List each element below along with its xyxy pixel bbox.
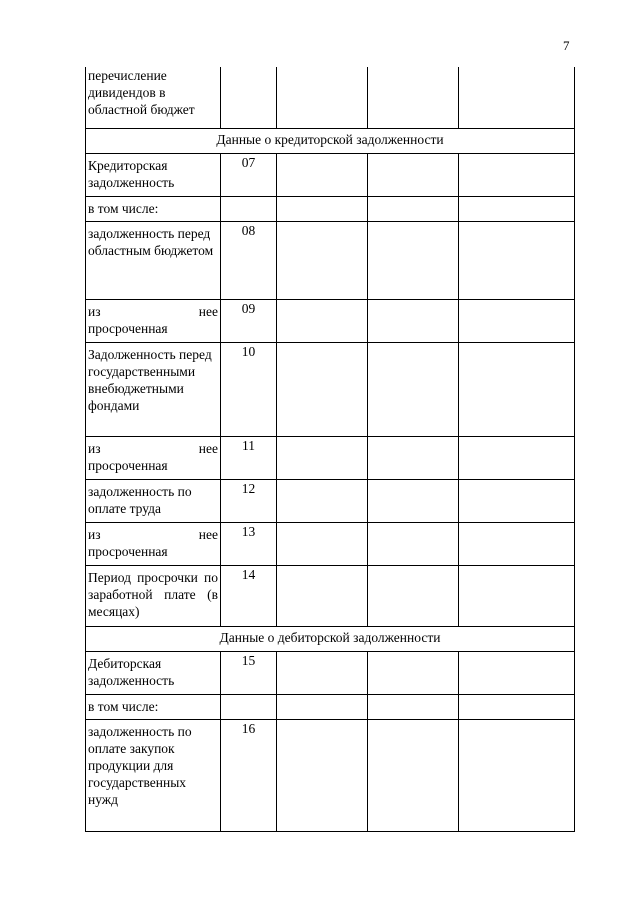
- value-cell[interactable]: [277, 651, 368, 694]
- report-table: [85, 67, 575, 832]
- row-code-cell: 11: [221, 436, 277, 479]
- value-cell[interactable]: [368, 196, 459, 221]
- table-row: [86, 651, 575, 694]
- row-name-cell: [86, 522, 221, 565]
- row-name-line: просроченная: [88, 320, 168, 336]
- value-cell[interactable]: [368, 479, 459, 522]
- value-cell[interactable]: [368, 694, 459, 719]
- row-name-line: из нее: [88, 526, 218, 542]
- table-row: [86, 719, 575, 831]
- row-code-cell: 13: [221, 522, 277, 565]
- value-cell[interactable]: [368, 221, 459, 299]
- value-cell[interactable]: [368, 522, 459, 565]
- row-code-cell: [221, 694, 277, 719]
- value-cell[interactable]: [459, 479, 575, 522]
- table-row: [86, 694, 575, 719]
- value-cell[interactable]: [277, 479, 368, 522]
- table-row: [86, 436, 575, 479]
- value-cell[interactable]: [368, 565, 459, 626]
- value-cell[interactable]: [459, 299, 575, 342]
- value-cell[interactable]: [368, 67, 459, 128]
- value-cell[interactable]: [277, 342, 368, 436]
- value-cell[interactable]: [459, 436, 575, 479]
- row-name-cell: задолженность перед областным бюджетом: [86, 221, 221, 299]
- value-cell[interactable]: [368, 651, 459, 694]
- value-cell[interactable]: [277, 565, 368, 626]
- value-cell[interactable]: [368, 299, 459, 342]
- row-code-cell: [221, 67, 277, 128]
- value-cell[interactable]: [459, 694, 575, 719]
- value-cell[interactable]: [277, 436, 368, 479]
- row-name-cell: задолженность по оплате труда: [86, 479, 221, 522]
- value-cell[interactable]: [368, 153, 459, 196]
- value-cell[interactable]: [277, 67, 368, 128]
- row-name-cell: Период просрочки по заработной плате (в месяцах): [86, 565, 221, 626]
- value-cell[interactable]: [459, 342, 575, 436]
- row-code-cell: 14: [221, 565, 277, 626]
- row-name-cell: перечисление дивидендов в областной бюджет: [86, 67, 221, 128]
- value-cell[interactable]: [459, 651, 575, 694]
- value-cell[interactable]: [459, 522, 575, 565]
- row-name-cell: задолженность по оплате закупок продукции для государственных нужд: [86, 719, 221, 831]
- value-cell[interactable]: [277, 221, 368, 299]
- table-row: [86, 221, 575, 299]
- value-cell[interactable]: [459, 221, 575, 299]
- row-code-cell: 08: [221, 221, 277, 299]
- row-name-cell: Кредиторская задолженность: [86, 153, 221, 196]
- value-cell[interactable]: [459, 153, 575, 196]
- value-cell[interactable]: [277, 153, 368, 196]
- row-code-cell: 10: [221, 342, 277, 436]
- row-name-line: просроченная: [88, 543, 168, 559]
- row-code-cell: 16: [221, 719, 277, 831]
- value-cell[interactable]: [459, 719, 575, 831]
- row-code-cell: 12: [221, 479, 277, 522]
- value-cell[interactable]: [277, 196, 368, 221]
- row-name-cell: [86, 436, 221, 479]
- value-cell[interactable]: [459, 565, 575, 626]
- table-row: [86, 67, 575, 128]
- section-heading: Данные о кредиторской задолженности: [86, 128, 575, 153]
- table-row: [86, 479, 575, 522]
- table-row: [86, 342, 575, 436]
- page-number: 7: [563, 38, 570, 53]
- row-name-cell: в том числе:: [86, 196, 221, 221]
- value-cell[interactable]: [368, 342, 459, 436]
- value-cell[interactable]: [368, 719, 459, 831]
- row-code-cell: 09: [221, 299, 277, 342]
- section-heading: Данные о дебиторской задолженности: [86, 626, 575, 651]
- row-name-cell: Дебиторская задолженность: [86, 651, 221, 694]
- table-row: [86, 565, 575, 626]
- row-name-line: из нее: [88, 303, 218, 319]
- row-name-line: из нее: [88, 440, 218, 456]
- value-cell[interactable]: [277, 522, 368, 565]
- row-name-cell: в том числе:: [86, 694, 221, 719]
- value-cell[interactable]: [459, 196, 575, 221]
- row-code-cell: 07: [221, 153, 277, 196]
- table-row: [86, 299, 575, 342]
- value-cell[interactable]: [277, 694, 368, 719]
- row-code-cell: [221, 196, 277, 221]
- table-row: [86, 196, 575, 221]
- table-row: [86, 153, 575, 196]
- row-name-line: просроченная: [88, 457, 168, 473]
- value-cell[interactable]: [277, 719, 368, 831]
- row-name-cell: Задолженность перед государственными внебюджетными фондами: [86, 342, 221, 436]
- value-cell[interactable]: [368, 436, 459, 479]
- value-cell[interactable]: [459, 67, 575, 128]
- section-row: [86, 128, 575, 153]
- value-cell[interactable]: [277, 299, 368, 342]
- table-row: [86, 522, 575, 565]
- row-name-cell: [86, 299, 221, 342]
- row-code-cell: 15: [221, 651, 277, 694]
- section-row: [86, 626, 575, 651]
